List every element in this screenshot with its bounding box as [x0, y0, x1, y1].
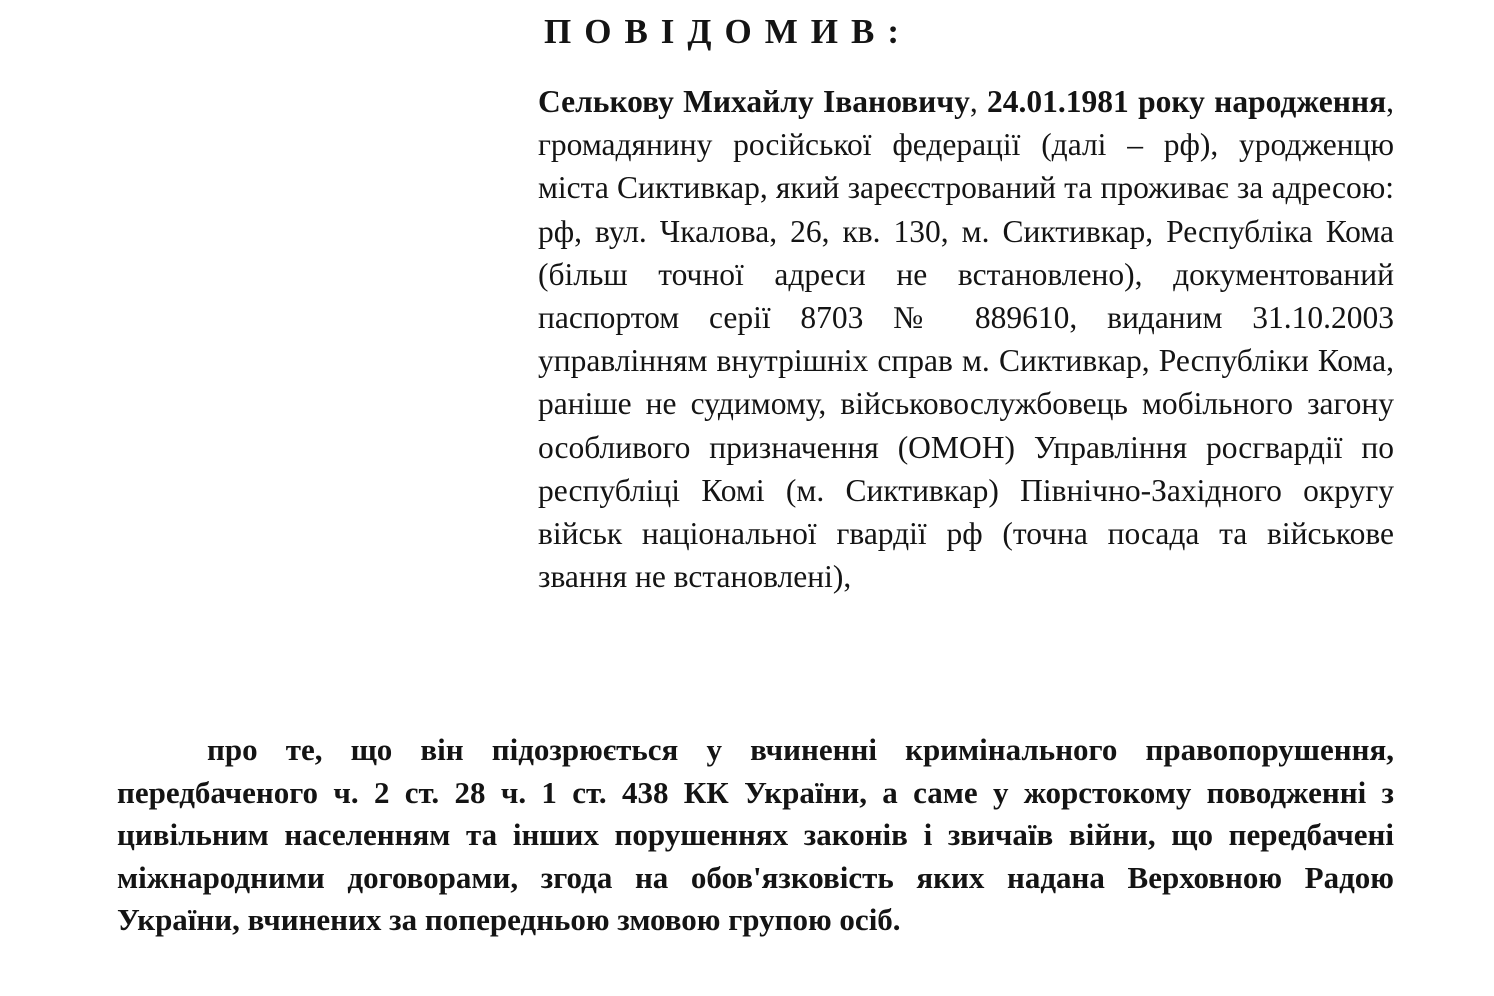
suspect-identity-paragraph: [538, 80, 1394, 598]
suspect-details: , громадянину російської федерації (далі – рф), уродженцю міста Сиктивкар, який зареєстрований та проживає за адресою: рф, вул. Чкалова, 26, кв. 130, м. Сиктивкар, Республіка Кома (більш точної адреси не встановлено), документований паспортом серії 8703 № 889610, виданим 31.10.2003 управлінням внутрішніх справ м. Сиктивкар, Республіки Кома, раніше не судимому, військовослужбовець мобільного загону особливого призначення (ОМОН) Управління росгвардії по республіці Комі (м. Сиктивкар) Північно-Західного округу військ національної гвардії рф (точна посада та військове звання не встановлені),: [538, 84, 1394, 595]
document-heading: ПОВІДОМИВ:: [544, 12, 912, 51]
charge-text: про те, що він підозрюється у вчиненні кримінального правопорушення, передбаченого ч. 2 ст. 28 ч. 1 ст. 438 КК України, а саме у жорстокому поводженні з цивільним населенням та інших порушеннях законів і звичаїв війни, що передбачені міжнародними договорами, згода на обов'язковість яких надана Верховною Радою України, вчинених за попередньою змовою групою осіб.: [117, 732, 1394, 938]
name-separator: ,: [969, 84, 988, 119]
suspect-birth-date: 24.01.1981 року народження: [987, 84, 1387, 119]
suspect-name: Селькову Михайлу Івановичу: [538, 84, 970, 119]
charge-paragraph: [117, 729, 1394, 942]
